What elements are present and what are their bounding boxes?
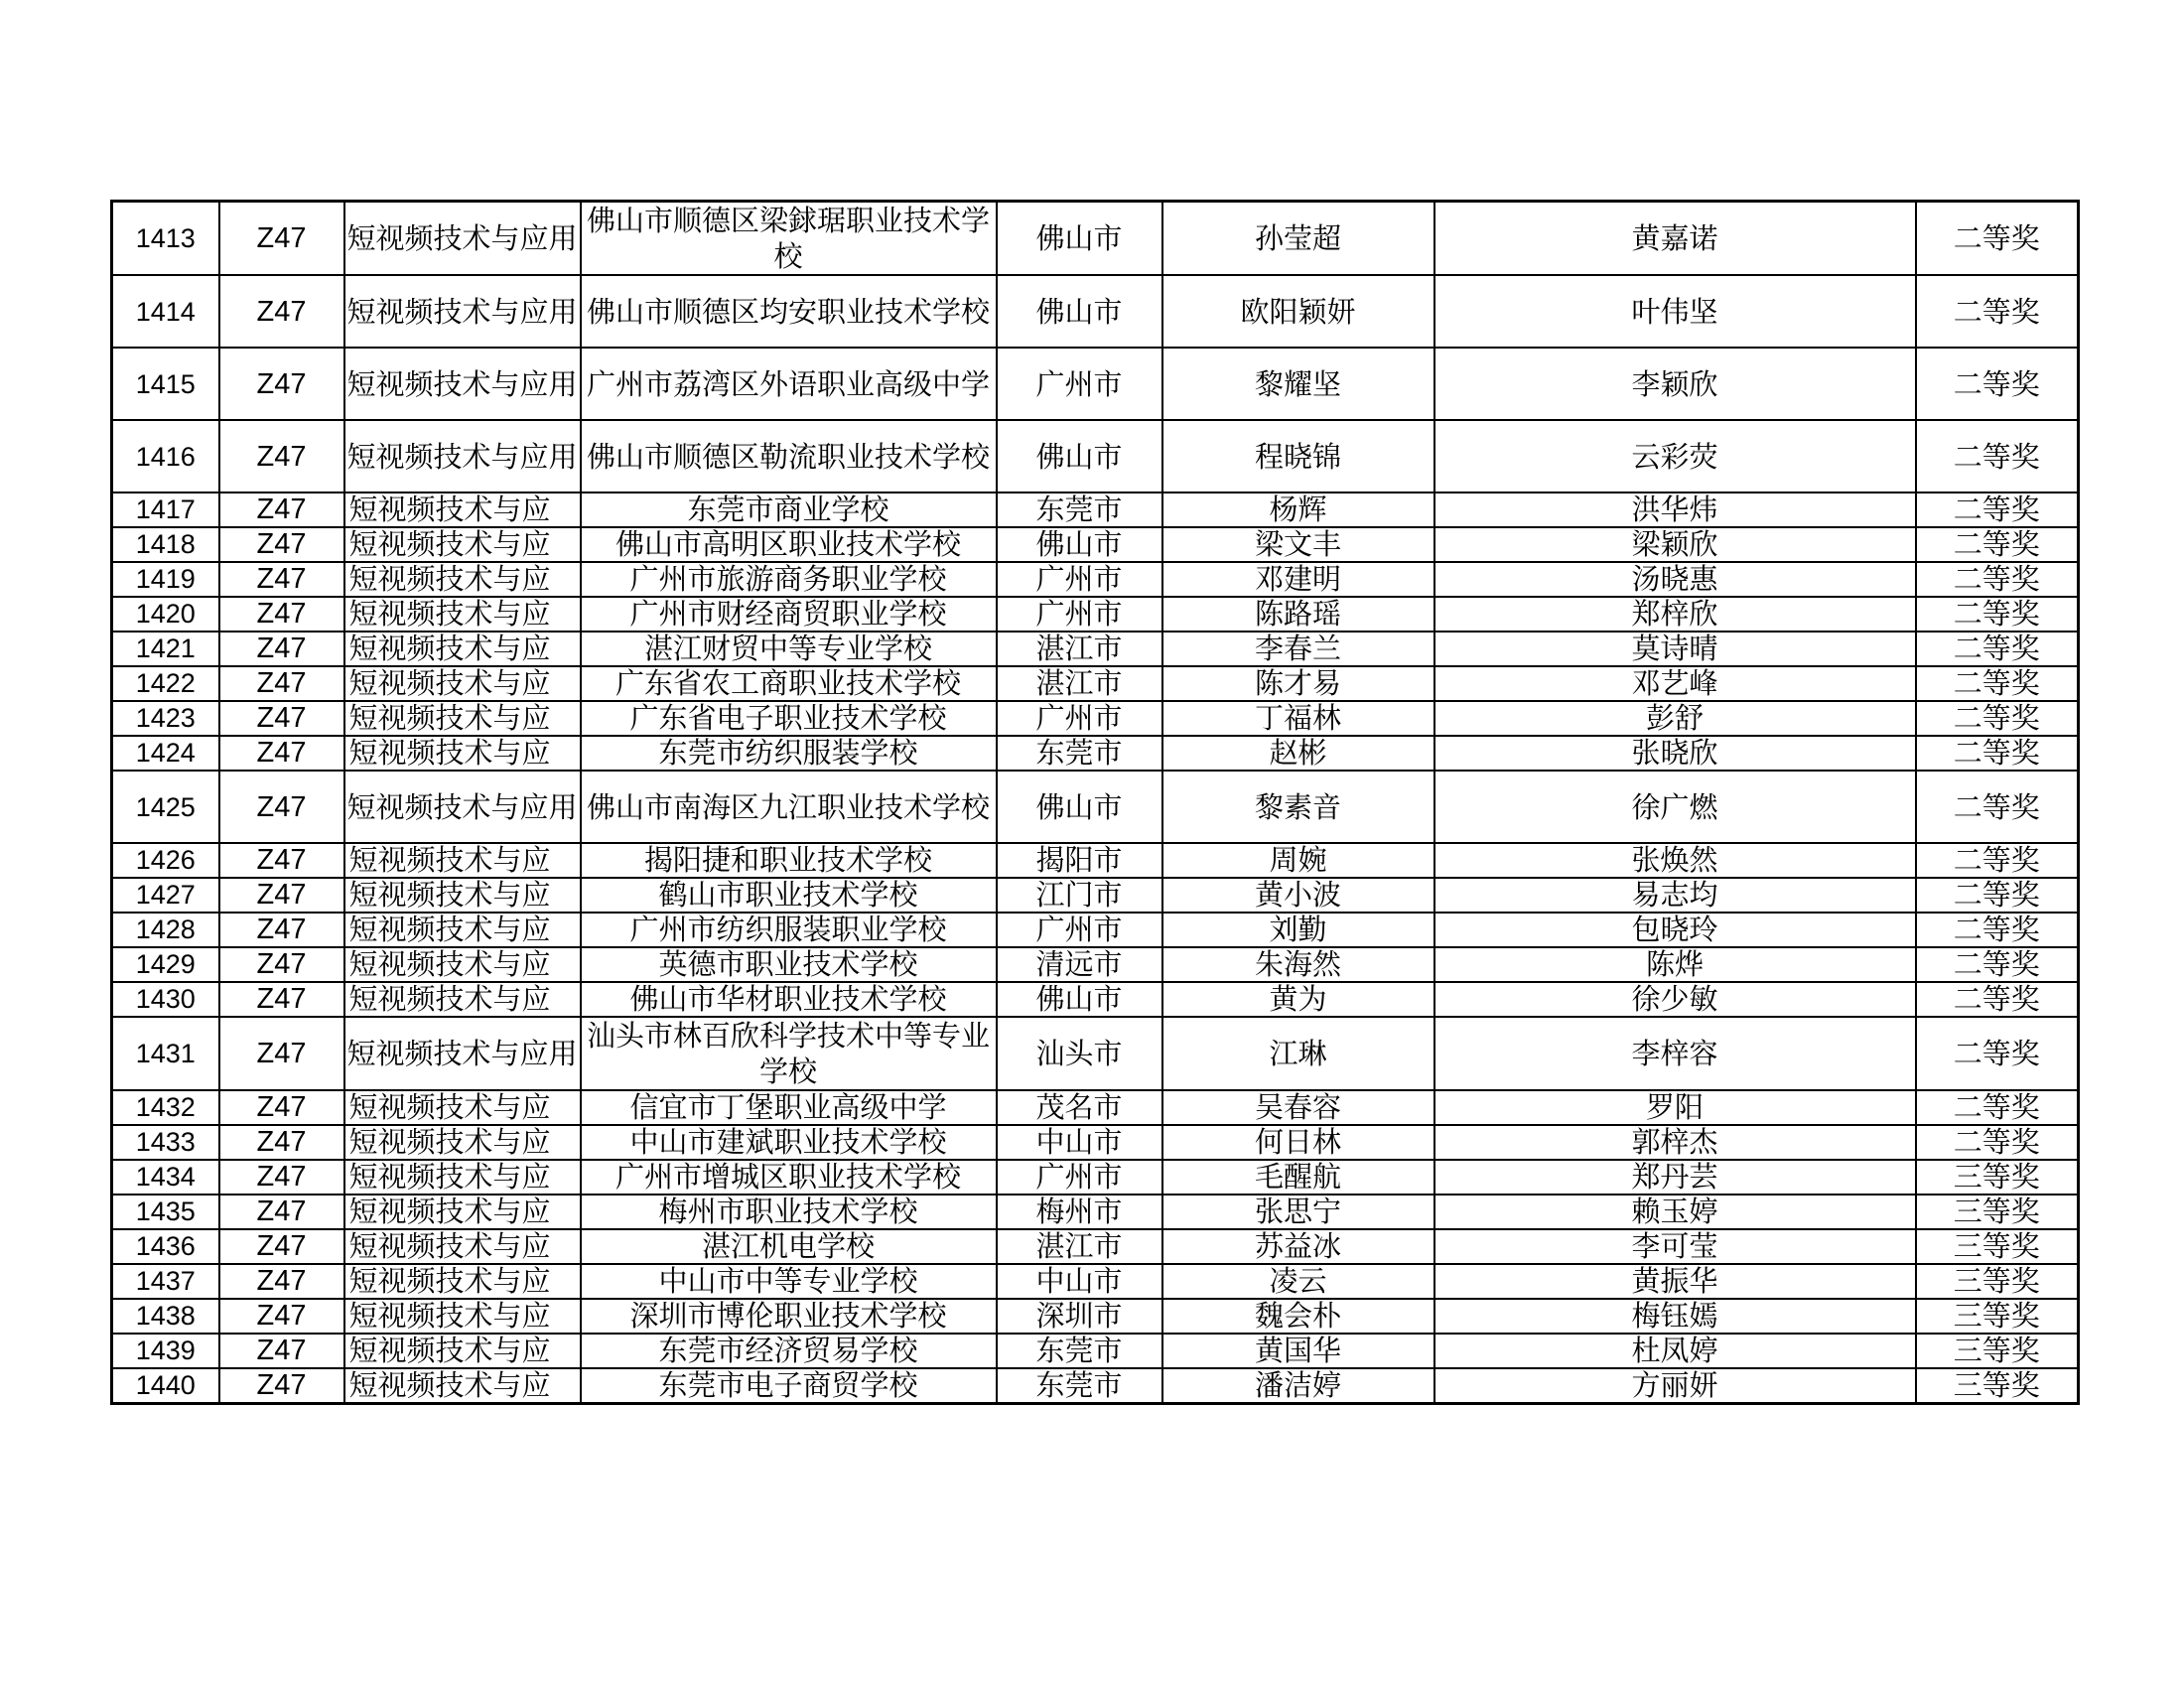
cell-teacher-1: 黎素音 [1162,771,1434,843]
cell-number: 1425 [112,771,219,843]
cell-city: 茂名市 [997,1090,1162,1125]
cell-project: 短视频技术与应 [344,1229,581,1264]
cell-city: 广州市 [997,913,1162,947]
cell-award: 二等奖 [1916,843,2079,878]
cell-code: Z47 [219,701,344,736]
cell-code: Z47 [219,1195,344,1229]
cell-number: 1426 [112,843,219,878]
cell-teacher-2: 云彩荧 [1434,420,1916,492]
cell-city: 中山市 [997,1125,1162,1160]
cell-teacher-1: 程晓锦 [1162,420,1434,492]
table-row [112,701,2079,736]
cell-teacher-1: 陈路瑶 [1162,597,1434,632]
cell-code: Z47 [219,562,344,597]
cell-teacher-2: 徐广燃 [1434,771,1916,843]
cell-number: 1422 [112,666,219,701]
cell-number: 1430 [112,982,219,1017]
table-row [112,1017,2079,1090]
cell-number: 1432 [112,1090,219,1125]
cell-project: 短视频技术与应用 [344,771,581,843]
cell-teacher-1: 李春兰 [1162,632,1434,666]
table-row [112,348,2079,420]
cell-award: 二等奖 [1916,913,2079,947]
cell-code: Z47 [219,947,344,982]
cell-city: 广州市 [997,562,1162,597]
cell-teacher-2: 黄振华 [1434,1264,1916,1299]
cell-award: 二等奖 [1916,736,2079,771]
cell-teacher-1: 何日林 [1162,1125,1434,1160]
cell-number: 1434 [112,1160,219,1195]
table-row [112,1334,2079,1368]
cell-project: 短视频技术与应 [344,527,581,562]
cell-code: Z47 [219,878,344,913]
cell-teacher-2: 方丽妍 [1434,1368,1916,1404]
cell-award: 二等奖 [1916,947,2079,982]
cell-project: 短视频技术与应 [344,701,581,736]
cell-project: 短视频技术与应用 [344,202,581,276]
cell-number: 1436 [112,1229,219,1264]
cell-code: Z47 [219,1299,344,1334]
table-row [112,1195,2079,1229]
cell-school: 中山市建斌职业技术学校 [581,1125,997,1160]
cell-teacher-1: 杨辉 [1162,492,1434,527]
cell-city: 佛山市 [997,527,1162,562]
cell-teacher-2: 张晓欣 [1434,736,1916,771]
cell-teacher-1: 吴春容 [1162,1090,1434,1125]
cell-school: 湛江机电学校 [581,1229,997,1264]
cell-number: 1428 [112,913,219,947]
cell-project: 短视频技术与应 [344,1195,581,1229]
table-row [112,666,2079,701]
cell-school: 英德市职业技术学校 [581,947,997,982]
cell-teacher-2: 易志均 [1434,878,1916,913]
cell-number: 1440 [112,1368,219,1404]
cell-school: 广州市荔湾区外语职业高级中学 [581,348,997,420]
cell-code: Z47 [219,1334,344,1368]
cell-school: 鹤山市职业技术学校 [581,878,997,913]
cell-city: 湛江市 [997,632,1162,666]
cell-school: 佛山市顺德区均安职业技术学校 [581,275,997,348]
cell-project: 短视频技术与应 [344,1299,581,1334]
cell-number: 1427 [112,878,219,913]
table-row [112,562,2079,597]
cell-school: 汕头市林百欣科学技术中等专业学校 [581,1017,997,1090]
cell-number: 1437 [112,1264,219,1299]
cell-school: 广州市财经商贸职业学校 [581,597,997,632]
cell-teacher-2: 包晓玲 [1434,913,1916,947]
table-body [112,202,2079,1404]
cell-teacher-2: 郑丹芸 [1434,1160,1916,1195]
cell-award: 二等奖 [1916,275,2079,348]
cell-city: 江门市 [997,878,1162,913]
cell-project: 短视频技术与应 [344,597,581,632]
cell-code: Z47 [219,843,344,878]
cell-project: 短视频技术与应用 [344,1017,581,1090]
cell-city: 清远市 [997,947,1162,982]
cell-teacher-1: 黄小波 [1162,878,1434,913]
cell-city: 佛山市 [997,982,1162,1017]
cell-project: 短视频技术与应 [344,913,581,947]
cell-city: 梅州市 [997,1195,1162,1229]
cell-project: 短视频技术与应 [344,666,581,701]
cell-teacher-2: 梁颖欣 [1434,527,1916,562]
cell-code: Z47 [219,1229,344,1264]
cell-teacher-2: 郑梓欣 [1434,597,1916,632]
cell-number: 1439 [112,1334,219,1368]
cell-code: Z47 [219,632,344,666]
cell-code: Z47 [219,492,344,527]
cell-award: 三等奖 [1916,1229,2079,1264]
cell-teacher-1: 黎耀坚 [1162,348,1434,420]
cell-project: 短视频技术与应 [344,736,581,771]
cell-code: Z47 [219,1125,344,1160]
cell-award: 三等奖 [1916,1299,2079,1334]
cell-project: 短视频技术与应 [344,982,581,1017]
table-row [112,632,2079,666]
cell-number: 1438 [112,1299,219,1334]
cell-teacher-1: 张思宁 [1162,1195,1434,1229]
cell-teacher-2: 汤晓惠 [1434,562,1916,597]
cell-school: 湛江财贸中等专业学校 [581,632,997,666]
cell-code: Z47 [219,348,344,420]
cell-city: 广州市 [997,597,1162,632]
cell-school: 佛山市顺德区梁銶琚职业技术学校 [581,202,997,276]
cell-city: 东莞市 [997,1368,1162,1404]
cell-city: 深圳市 [997,1299,1162,1334]
table-row [112,597,2079,632]
table-row [112,1264,2079,1299]
cell-project: 短视频技术与应 [344,1368,581,1404]
cell-project: 短视频技术与应用 [344,348,581,420]
cell-teacher-1: 周婉 [1162,843,1434,878]
cell-code: Z47 [219,913,344,947]
cell-teacher-2: 黄嘉诺 [1434,202,1916,276]
cell-number: 1421 [112,632,219,666]
cell-project: 短视频技术与应 [344,1160,581,1195]
cell-project: 短视频技术与应 [344,1264,581,1299]
cell-code: Z47 [219,982,344,1017]
cell-award: 二等奖 [1916,982,2079,1017]
table-row [112,275,2079,348]
cell-city: 湛江市 [997,666,1162,701]
cell-teacher-1: 江琳 [1162,1017,1434,1090]
table-row [112,1368,2079,1404]
cell-number: 1417 [112,492,219,527]
cell-award: 二等奖 [1916,562,2079,597]
cell-award: 二等奖 [1916,632,2079,666]
cell-project: 短视频技术与应 [344,492,581,527]
cell-city: 汕头市 [997,1017,1162,1090]
cell-school: 深圳市博伦职业技术学校 [581,1299,997,1334]
cell-city: 广州市 [997,348,1162,420]
cell-teacher-2: 梅钰嫣 [1434,1299,1916,1334]
cell-city: 东莞市 [997,492,1162,527]
cell-school: 广州市纺织服装职业学校 [581,913,997,947]
cell-award: 三等奖 [1916,1264,2079,1299]
cell-school: 信宜市丁堡职业高级中学 [581,1090,997,1125]
cell-project: 短视频技术与应 [344,632,581,666]
cell-teacher-1: 丁福林 [1162,701,1434,736]
cell-award: 二等奖 [1916,348,2079,420]
table-row [112,771,2079,843]
cell-code: Z47 [219,420,344,492]
cell-code: Z47 [219,597,344,632]
cell-school: 佛山市南海区九江职业技术学校 [581,771,997,843]
cell-number: 1416 [112,420,219,492]
cell-number: 1413 [112,202,219,276]
cell-code: Z47 [219,527,344,562]
cell-project: 短视频技术与应 [344,878,581,913]
table-row [112,947,2079,982]
cell-teacher-1: 邓建明 [1162,562,1434,597]
table-row [112,878,2079,913]
cell-school: 佛山市高明区职业技术学校 [581,527,997,562]
cell-award: 三等奖 [1916,1160,2079,1195]
cell-code: Z47 [219,1368,344,1404]
cell-code: Z47 [219,736,344,771]
cell-number: 1423 [112,701,219,736]
cell-teacher-2: 邓艺峰 [1434,666,1916,701]
cell-award: 三等奖 [1916,1195,2079,1229]
cell-award: 二等奖 [1916,878,2079,913]
cell-school: 东莞市电子商贸学校 [581,1368,997,1404]
cell-teacher-2: 彭舒 [1434,701,1916,736]
cell-number: 1415 [112,348,219,420]
cell-award: 二等奖 [1916,701,2079,736]
cell-teacher-2: 罗阳 [1434,1090,1916,1125]
cell-city: 佛山市 [997,275,1162,348]
cell-teacher-1: 苏益冰 [1162,1229,1434,1264]
cell-city: 中山市 [997,1264,1162,1299]
cell-school: 广东省农工商职业技术学校 [581,666,997,701]
cell-teacher-2: 叶伟坚 [1434,275,1916,348]
cell-project: 短视频技术与应 [344,1090,581,1125]
cell-teacher-2: 杜凤婷 [1434,1334,1916,1368]
cell-city: 佛山市 [997,202,1162,276]
table-row [112,913,2079,947]
results-table [110,200,2080,1405]
table-row [112,527,2079,562]
cell-teacher-1: 黄国华 [1162,1334,1434,1368]
table-row [112,1299,2079,1334]
cell-number: 1431 [112,1017,219,1090]
table-row [112,492,2079,527]
table-row [112,982,2079,1017]
cell-city: 东莞市 [997,1334,1162,1368]
cell-award: 二等奖 [1916,492,2079,527]
table-row [112,1160,2079,1195]
cell-teacher-2: 张焕然 [1434,843,1916,878]
cell-project: 短视频技术与应 [344,1125,581,1160]
cell-award: 三等奖 [1916,1334,2079,1368]
cell-award: 二等奖 [1916,420,2079,492]
cell-school: 东莞市经济贸易学校 [581,1334,997,1368]
cell-teacher-2: 李梓容 [1434,1017,1916,1090]
cell-teacher-2: 洪华炜 [1434,492,1916,527]
cell-city: 佛山市 [997,771,1162,843]
cell-award: 二等奖 [1916,597,2079,632]
cell-project: 短视频技术与应 [344,562,581,597]
cell-award: 二等奖 [1916,1125,2079,1160]
cell-teacher-1: 凌云 [1162,1264,1434,1299]
cell-school: 中山市中等专业学校 [581,1264,997,1299]
table-row [112,1229,2079,1264]
cell-teacher-1: 潘洁婷 [1162,1368,1434,1404]
cell-project: 短视频技术与应用 [344,275,581,348]
cell-award: 二等奖 [1916,527,2079,562]
cell-teacher-2: 郭梓杰 [1434,1125,1916,1160]
cell-teacher-2: 李颖欣 [1434,348,1916,420]
table-row [112,1125,2079,1160]
cell-school: 佛山市华材职业技术学校 [581,982,997,1017]
cell-teacher-1: 朱海然 [1162,947,1434,982]
cell-teacher-2: 赖玉婷 [1434,1195,1916,1229]
cell-number: 1424 [112,736,219,771]
table-row [112,736,2079,771]
cell-school: 佛山市顺德区勒流职业技术学校 [581,420,997,492]
cell-award: 二等奖 [1916,1090,2079,1125]
cell-school: 东莞市商业学校 [581,492,997,527]
cell-school: 揭阳捷和职业技术学校 [581,843,997,878]
cell-city: 广州市 [997,701,1162,736]
cell-code: Z47 [219,1017,344,1090]
cell-number: 1429 [112,947,219,982]
cell-teacher-2: 陈烨 [1434,947,1916,982]
cell-award: 二等奖 [1916,202,2079,276]
cell-teacher-1: 陈才易 [1162,666,1434,701]
cell-project: 短视频技术与应 [344,947,581,982]
cell-award: 三等奖 [1916,1368,2079,1404]
cell-teacher-1: 黄为 [1162,982,1434,1017]
cell-code: Z47 [219,202,344,276]
cell-number: 1435 [112,1195,219,1229]
cell-teacher-1: 欧阳颖妍 [1162,275,1434,348]
cell-code: Z47 [219,771,344,843]
cell-teacher-1: 毛醒航 [1162,1160,1434,1195]
cell-teacher-2: 李可莹 [1434,1229,1916,1264]
cell-number: 1419 [112,562,219,597]
cell-award: 二等奖 [1916,1017,2079,1090]
cell-project: 短视频技术与应 [344,1334,581,1368]
cell-teacher-1: 刘勤 [1162,913,1434,947]
cell-number: 1414 [112,275,219,348]
cell-teacher-1: 赵彬 [1162,736,1434,771]
table-row [112,1090,2079,1125]
cell-number: 1420 [112,597,219,632]
cell-code: Z47 [219,275,344,348]
cell-award: 二等奖 [1916,666,2079,701]
cell-city: 广州市 [997,1160,1162,1195]
table-row [112,843,2079,878]
cell-school: 广州市增城区职业技术学校 [581,1160,997,1195]
cell-school: 东莞市纺织服装学校 [581,736,997,771]
cell-teacher-1: 魏会朴 [1162,1299,1434,1334]
cell-city: 揭阳市 [997,843,1162,878]
cell-city: 东莞市 [997,736,1162,771]
cell-project: 短视频技术与应用 [344,420,581,492]
cell-award: 二等奖 [1916,771,2079,843]
cell-project: 短视频技术与应 [344,843,581,878]
table-row [112,202,2079,276]
table-row [112,420,2079,492]
cell-school: 广东省电子职业技术学校 [581,701,997,736]
cell-teacher-1: 孙莹超 [1162,202,1434,276]
cell-code: Z47 [219,1090,344,1125]
cell-teacher-1: 梁文丰 [1162,527,1434,562]
cell-school: 梅州市职业技术学校 [581,1195,997,1229]
cell-number: 1433 [112,1125,219,1160]
cell-code: Z47 [219,666,344,701]
cell-number: 1418 [112,527,219,562]
cell-city: 佛山市 [997,420,1162,492]
cell-code: Z47 [219,1160,344,1195]
cell-school: 广州市旅游商务职业学校 [581,562,997,597]
cell-city: 湛江市 [997,1229,1162,1264]
cell-teacher-2: 徐少敏 [1434,982,1916,1017]
cell-code: Z47 [219,1264,344,1299]
cell-teacher-2: 莫诗晴 [1434,632,1916,666]
